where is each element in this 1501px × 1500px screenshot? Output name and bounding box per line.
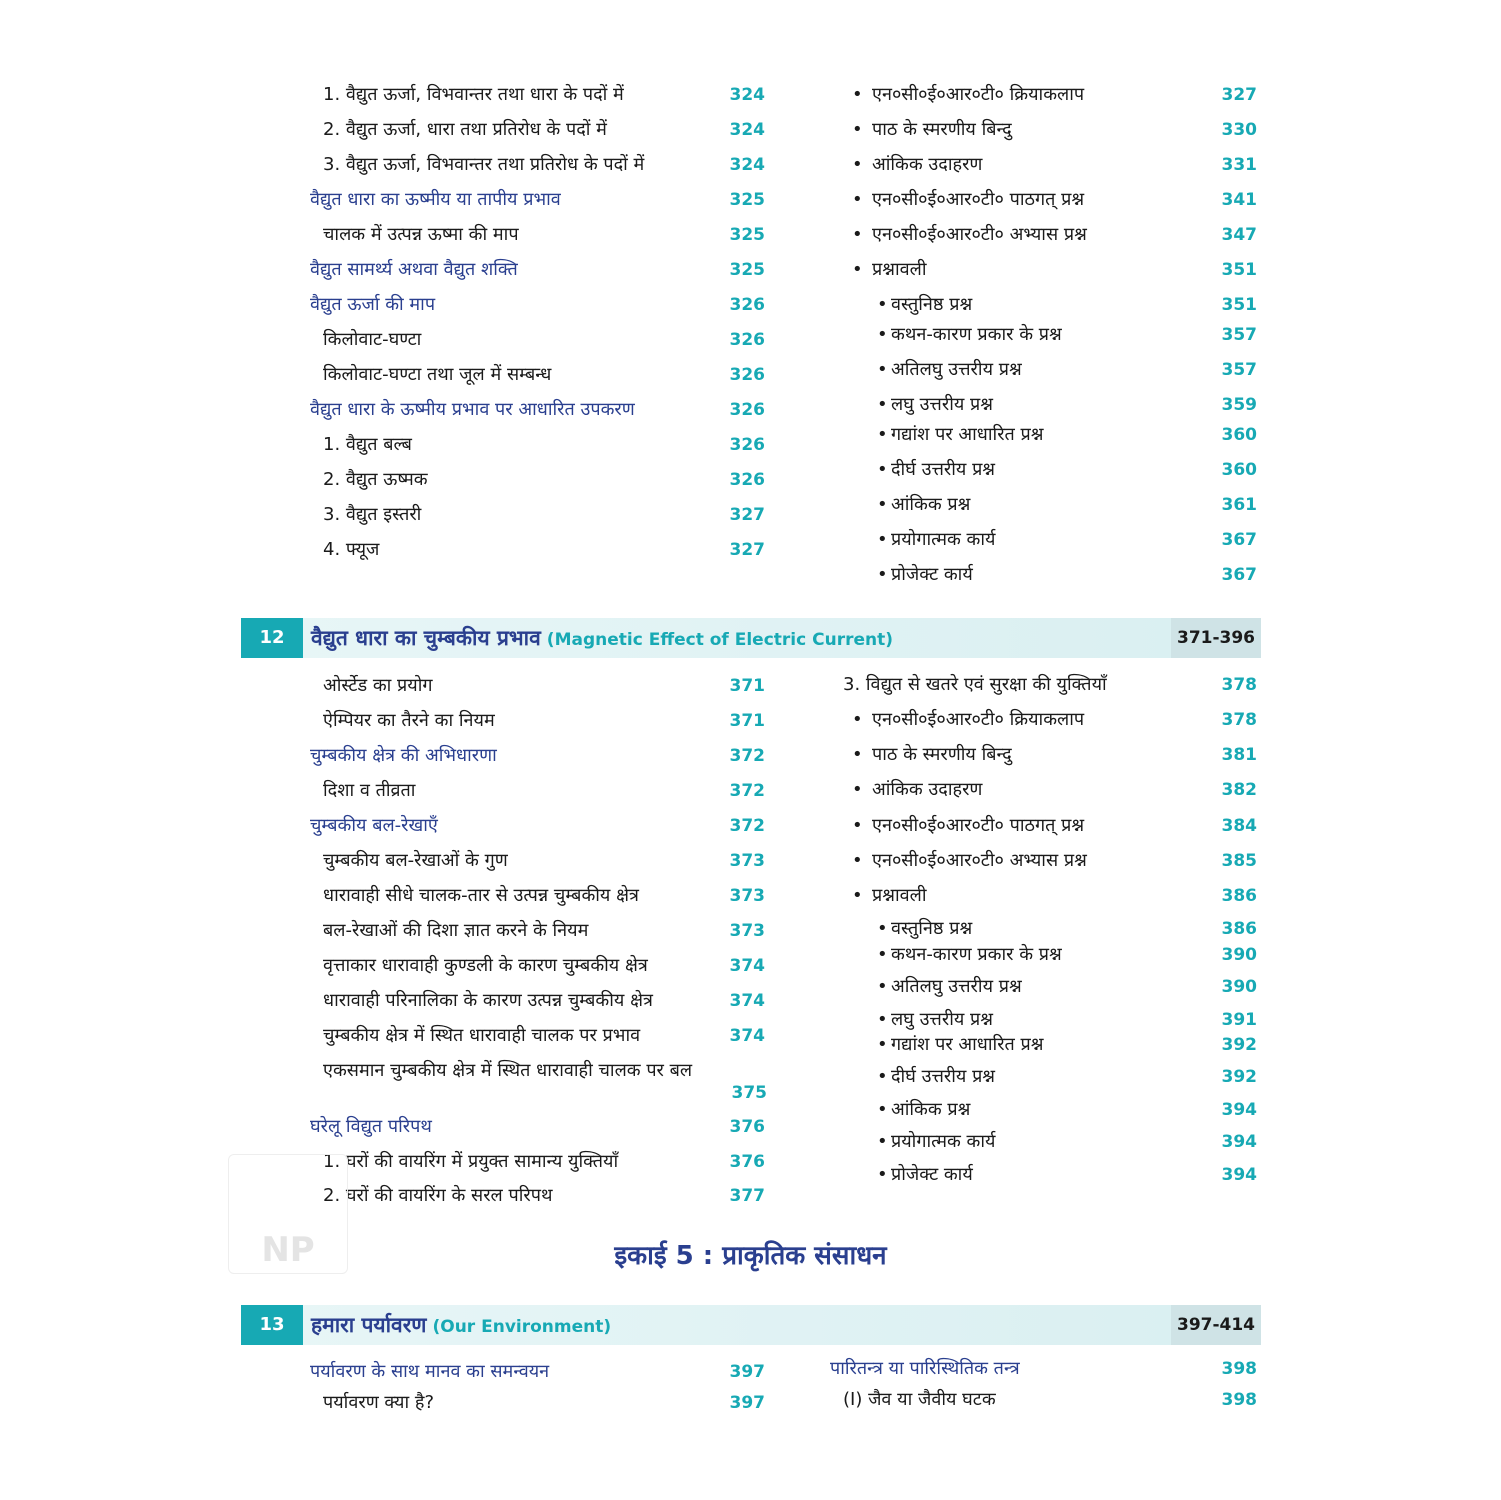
chapter-title-hindi: वैद्युत धारा का चुम्बकीय प्रभाव [311,626,541,650]
bullet-icon: • [877,918,888,939]
chapter-number: 13 [241,1305,303,1345]
page-number: 378 [1221,675,1257,695]
page-number: 326 [729,330,765,350]
page-number: 390 [1221,977,1257,997]
page-number: 367 [1221,530,1257,550]
page-number: 325 [729,225,765,245]
page-number: 361 [1221,495,1257,515]
page-number: 385 [1221,851,1257,871]
chapter-title [311,1305,611,1345]
page-number: 324 [729,85,765,105]
page-number: 327 [729,540,765,560]
page-number: 372 [729,746,765,766]
bullet-icon: • [852,885,863,906]
bullet-icon: • [877,564,888,585]
page-number: 327 [1221,85,1257,105]
page-number: 371 [729,711,765,731]
page-number: 373 [729,921,765,941]
page-number: 386 [1221,919,1257,939]
page-number: 326 [729,365,765,385]
page-number: 398 [1221,1390,1257,1410]
page-number: 373 [729,886,765,906]
page-number: 375 [731,1083,767,1103]
bullet-icon: • [852,744,863,765]
page-number: 374 [729,991,765,1011]
bullet-icon: • [852,815,863,836]
page-number: 372 [729,816,765,836]
page-number: 373 [729,851,765,871]
chapter-header[interactable] [241,618,1261,658]
page-number: 351 [1221,295,1257,315]
page-number: 374 [729,1026,765,1046]
bullet-icon: • [877,976,888,997]
page-number: 374 [729,956,765,976]
bullet-icon: • [877,394,888,415]
bullet-icon: • [877,459,888,480]
page-number: 377 [729,1186,765,1206]
chapter-page-range: 397-414 [1171,1305,1261,1345]
bullet-icon: • [852,119,863,140]
chapter-page-range: 371-396 [1171,618,1261,658]
page-number: 394 [1221,1100,1257,1120]
bullet-icon: • [877,424,888,445]
bullet-icon: • [877,359,888,380]
page-number: 331 [1221,155,1257,175]
page-number: 381 [1221,745,1257,765]
bullet-icon: • [877,1066,888,1087]
chapter-number: 12 [241,618,303,658]
bullet-icon: • [877,529,888,550]
page-number: 357 [1221,360,1257,380]
page-number: 397 [729,1393,765,1413]
chapter-header[interactable] [241,1305,1261,1345]
page-number: 390 [1221,945,1257,965]
page-number: 326 [729,295,765,315]
page-number: 392 [1221,1067,1257,1087]
page-number: 351 [1221,260,1257,280]
bullet-icon: • [877,1034,888,1055]
page-number: 341 [1221,190,1257,210]
page-number: 357 [1221,325,1257,345]
page-number: 392 [1221,1035,1257,1055]
chapter-title [311,618,893,658]
bullet-icon: • [877,944,888,965]
unit-heading: इकाई 5 : प्राकृतिक संसाधन [614,1241,887,1271]
bullet-icon: • [877,294,888,315]
page-number: 371 [729,676,765,696]
bullet-icon: • [852,189,863,210]
page-number: 347 [1221,225,1257,245]
page-number: 394 [1221,1165,1257,1185]
page-number: 359 [1221,395,1257,415]
bullet-icon: • [852,84,863,105]
page-number: 360 [1221,425,1257,445]
bullet-icon: • [852,154,863,175]
chapter-title-english: (Magnetic Effect of Electric Current) [546,630,893,650]
bullet-icon: • [852,224,863,245]
page-number: 367 [1221,565,1257,585]
page-number: 384 [1221,816,1257,836]
page-number: 327 [729,505,765,525]
bullet-icon: • [852,779,863,800]
bullet-icon: • [877,1164,888,1185]
page-number: 376 [729,1152,765,1172]
chapter-title-english: (Our Environment) [432,1317,612,1337]
page-number: 360 [1221,460,1257,480]
publisher-watermark-logo: NP [228,1154,348,1274]
page-number: 382 [1221,780,1257,800]
page-number: 376 [729,1117,765,1137]
page-number: 324 [729,155,765,175]
page-number: 398 [1221,1359,1257,1379]
bullet-icon: • [852,850,863,871]
bullet-icon: • [877,324,888,345]
page-number: 326 [729,400,765,420]
page-number: 386 [1221,886,1257,906]
bullet-icon: • [877,1131,888,1152]
bullet-icon: • [877,1099,888,1120]
page-number: 391 [1221,1010,1257,1030]
page-number: 326 [729,470,765,490]
bullet-icon: • [852,709,863,730]
bullet-icon: • [877,494,888,515]
bullet-icon: • [852,259,863,280]
page-number: 378 [1221,710,1257,730]
chapter-title-hindi: हमारा पर्यावरण [311,1313,427,1337]
page-number: 325 [729,190,765,210]
page-number: 326 [729,435,765,455]
page-number: 372 [729,781,765,801]
page-number: 330 [1221,120,1257,140]
page-number: 325 [729,260,765,280]
page-number: 324 [729,120,765,140]
bullet-icon: • [877,1009,888,1030]
page-number: 394 [1221,1132,1257,1152]
page-number: 397 [729,1362,765,1382]
